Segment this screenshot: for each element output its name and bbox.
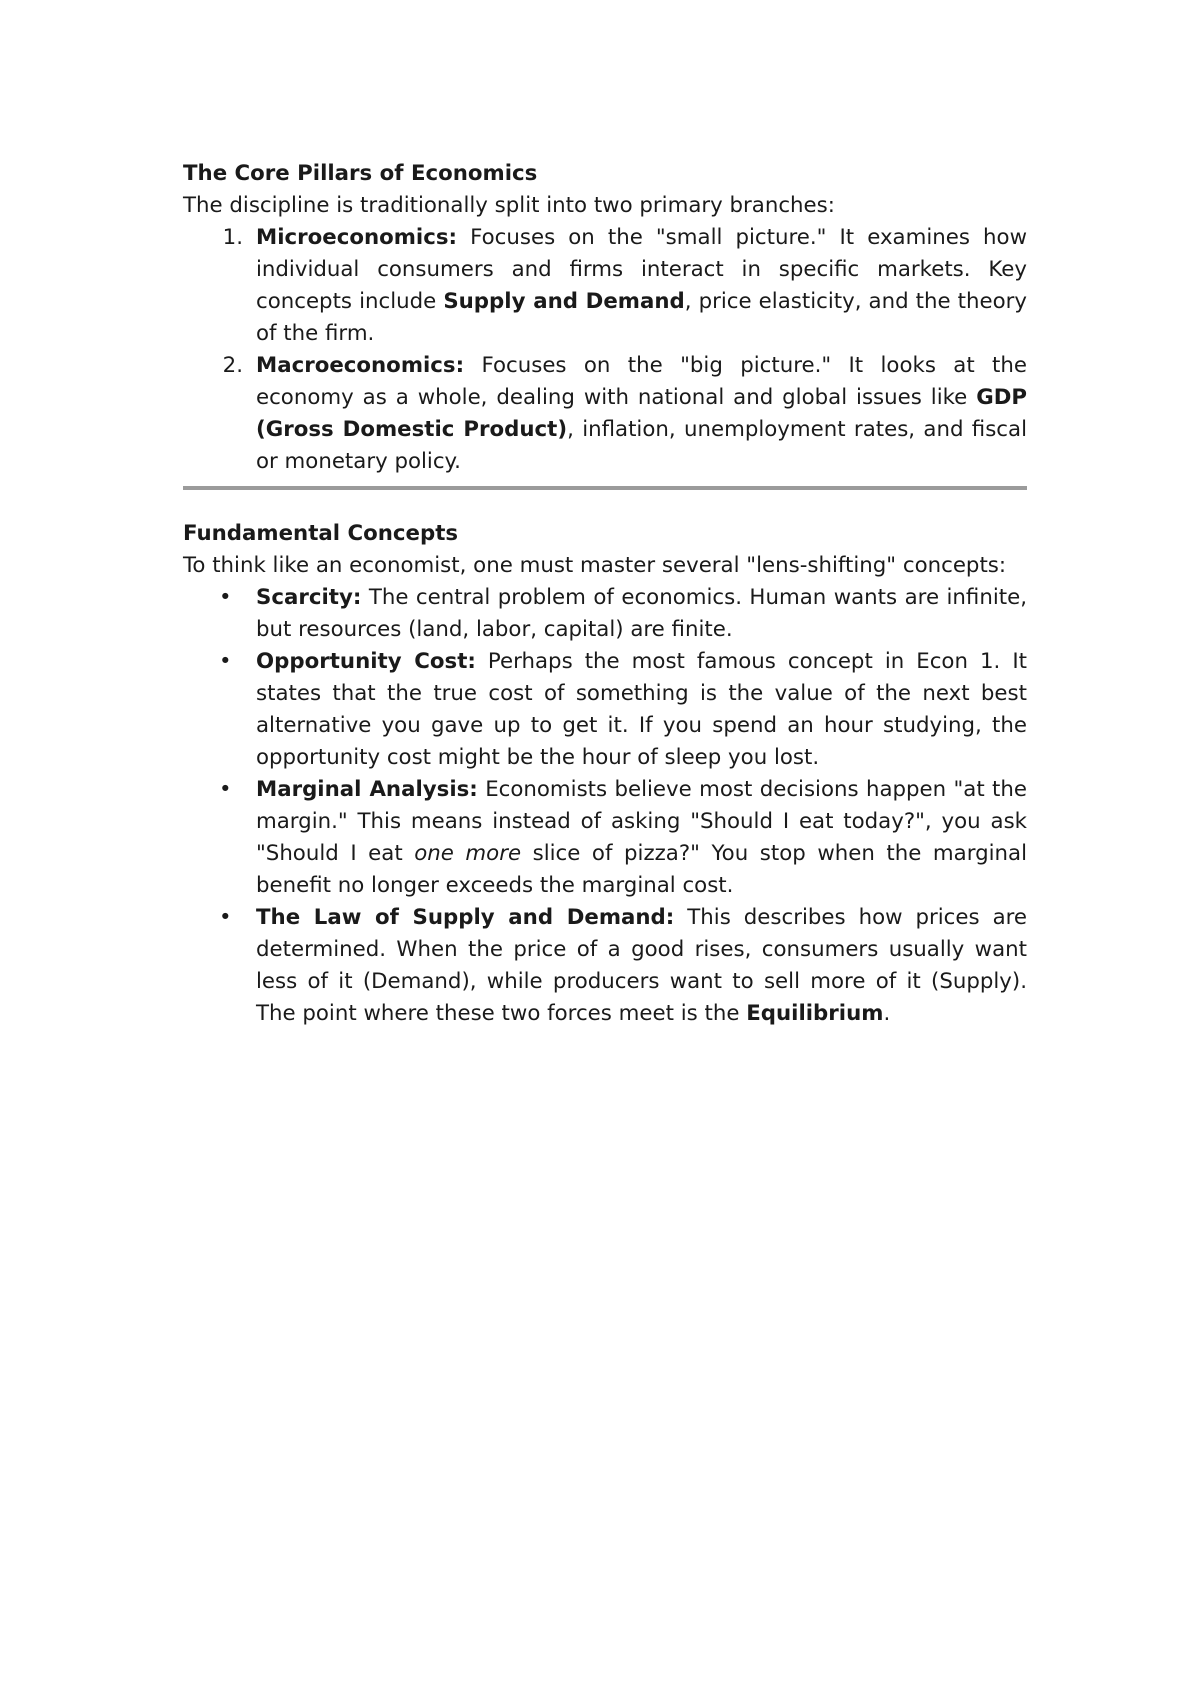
list-item-microeconomics	[183, 222, 1027, 350]
term-marginal-analysis: Marginal Analysis:	[256, 777, 478, 802]
item-text: Focuses on the "big picture." It looks at the economy as a whole, dealing with national and global issues like	[256, 353, 1027, 410]
numbered-list	[183, 222, 1027, 478]
bulleted-list	[183, 582, 1027, 1030]
bullet-icon: •	[219, 777, 232, 802]
horizontal-divider	[183, 486, 1027, 490]
item-text: , inflation, unemployment rates, and fiscal or monetary policy.	[256, 417, 1027, 474]
emphasis-one-more: one more	[414, 841, 522, 866]
item-text: , price elasticity, and the theory of the firm.	[256, 289, 1028, 346]
list-item-scarcity	[183, 582, 1027, 646]
item-text: Focuses on the "small picture." It examines how individual consumers and firms interact in specific markets. Key concepts include	[256, 225, 1027, 314]
emphasis-supply-and-demand: Supply and Demand	[443, 289, 685, 314]
item-text: slice of pizza?" You stop when the marginal benefit no longer exceeds the marginal cost.	[256, 841, 1027, 898]
item-text: .	[883, 1001, 891, 1026]
term-scarcity: Scarcity:	[256, 585, 362, 610]
term-microeconomics: Microeconomics:	[256, 225, 458, 250]
document-page	[183, 158, 1027, 1030]
list-item-marginal-analysis	[183, 774, 1027, 902]
term-macroeconomics: Macroeconomics:	[256, 353, 465, 378]
bullet-icon: •	[219, 649, 232, 674]
section-heading-fundamental-concepts: Fundamental Concepts	[183, 521, 459, 546]
list-item-opportunity-cost	[183, 646, 1027, 774]
bullet-icon: •	[219, 585, 232, 610]
bullet-icon: •	[219, 905, 232, 930]
item-text: Perhaps the most famous concept in Econ 1. It states that the true cost of something is the value of the next best alternative you gave up to get it. If you spend an hour studying, the opportunity cost might be the hour of sleep you lost.	[256, 649, 1027, 770]
item-text: Economists believe most decisions happen "at the margin." This means instead of asking "Should I eat today?", you ask "Should I eat	[256, 777, 1027, 866]
term-opportunity-cost: Opportunity Cost:	[256, 649, 476, 674]
emphasis-equilibrium: Equilibrium	[746, 1001, 884, 1026]
section-intro-fundamental-concepts: To think like an economist, one must master several "lens-shifting" concepts:	[183, 553, 1007, 578]
term-law-of-supply-and-demand: The Law of Supply and Demand:	[256, 905, 675, 930]
list-number: 1.	[222, 225, 243, 250]
list-number: 2.	[222, 353, 243, 378]
list-item-law-of-supply-and-demand	[183, 902, 1027, 1030]
item-text: This describes how prices are determined. When the price of a good rises, consumers usually want less of it (Demand), while producers want to sell more of it (Supply). The point where these two forces meet is the	[256, 905, 1028, 1026]
emphasis-gdp: GDP (Gross Domestic Product)	[256, 385, 1027, 442]
list-item-macroeconomics	[183, 350, 1027, 478]
section-heading-core-pillars: The Core Pillars of Economics	[183, 161, 538, 186]
item-text: The central problem of economics. Human wants are infinite, but resources (land, labor, capital) are finite.	[256, 585, 1027, 642]
section-intro-core-pillars: The discipline is traditionally split into two primary branches:	[183, 193, 835, 218]
